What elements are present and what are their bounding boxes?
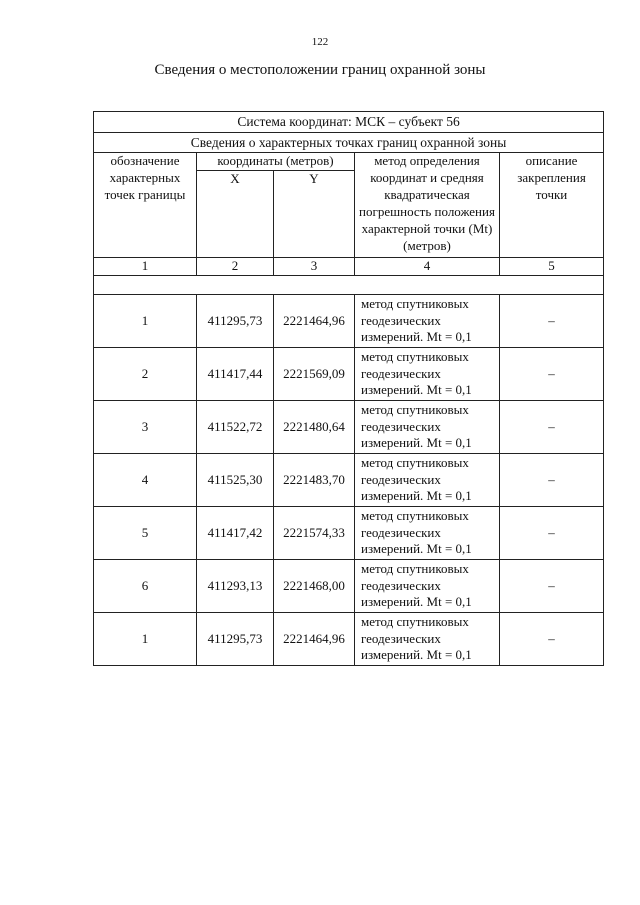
description-cell: – [500,400,604,453]
y-coordinate-cell: 2221483,70 [274,453,355,506]
x-coordinate-cell: 411295,73 [197,612,274,665]
description-cell: – [500,559,604,612]
description-cell: – [500,294,604,347]
description-cell: – [500,347,604,400]
y-coordinate-cell: 2221464,96 [274,612,355,665]
x-coordinate-cell: 411525,30 [197,453,274,506]
y-coordinate-cell: 2221480,64 [274,400,355,453]
point-cell: 1 [94,612,197,665]
table-row [94,612,604,665]
point-cell: 3 [94,400,197,453]
table-row [94,294,604,347]
point-cell: 2 [94,347,197,400]
boundary-points-table [93,111,604,666]
table-row [94,400,604,453]
description-cell: – [500,506,604,559]
x-coordinate-cell: 411417,44 [197,347,274,400]
y-coordinate-cell: 2221569,09 [274,347,355,400]
column-number: 2 [197,257,274,275]
method-cell: метод спутниковых геодезических измерений. Mt = 0,1 [355,400,500,453]
header-designation: обозначение характерных точек границы [94,153,197,258]
x-coordinate-cell: 411417,42 [197,506,274,559]
column-number: 1 [94,257,197,275]
x-coordinate-cell: 411522,72 [197,400,274,453]
header-x: X [197,170,274,257]
spacer-row [94,275,604,294]
method-cell: метод спутниковых геодезических измерений. Mt = 0,1 [355,559,500,612]
x-coordinate-cell: 411295,73 [197,294,274,347]
method-cell: метод спутниковых геодезических измерений. Mt = 0,1 [355,453,500,506]
column-number: 3 [274,257,355,275]
header-coordinates: координаты (метров) [197,153,355,171]
coordinate-system-row: Система координат: МСК – субъект 56 [94,112,604,133]
column-number: 5 [500,257,604,275]
point-cell: 5 [94,506,197,559]
table-row [94,347,604,400]
method-cell: метод спутниковых геодезических измерений. Mt = 0,1 [355,612,500,665]
header-description: описание закрепления точки [500,153,604,258]
table-row [94,559,604,612]
method-cell: метод спутниковых геодезических измерений. Mt = 0,1 [355,294,500,347]
header-method: метод определения координат и средняя квадратическая погрешность положения характерной точки (Mt) (метров) [355,153,500,258]
y-coordinate-cell: 2221468,00 [274,559,355,612]
method-cell: метод спутниковых геодезических измерений. Mt = 0,1 [355,347,500,400]
page-number: 122 [311,36,329,48]
description-cell: – [500,453,604,506]
x-coordinate-cell: 411293,13 [197,559,274,612]
y-coordinate-cell: 2221574,33 [274,506,355,559]
header-y: Y [274,170,355,257]
section-title-row: Сведения о характерных точках границ охранной зоны [94,132,604,153]
table-row [94,506,604,559]
point-cell: 6 [94,559,197,612]
document-title: Сведения о местоположении границ охранной зоны [154,62,486,78]
point-cell: 4 [94,453,197,506]
column-number: 4 [355,257,500,275]
point-cell: 1 [94,294,197,347]
description-cell: – [500,612,604,665]
table-row [94,453,604,506]
method-cell: метод спутниковых геодезических измерений. Mt = 0,1 [355,506,500,559]
y-coordinate-cell: 2221464,96 [274,294,355,347]
